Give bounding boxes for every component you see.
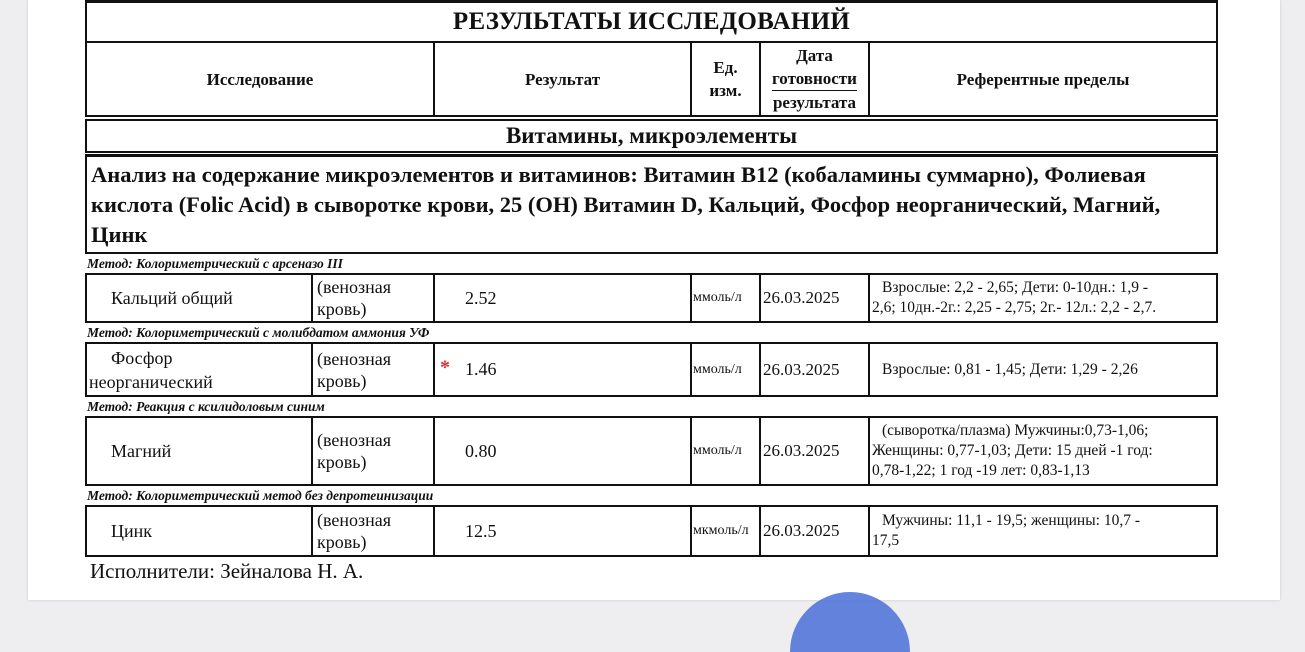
results-table: [85, 0, 1218, 43]
reference-line: 2,6; 10дн.-2г.: 2,25 - 2,75; 2г.- 12л.: 2,2 - 2,7.: [872, 299, 1157, 316]
method-label: Метод: Реакция с ксилидоловым синим: [87, 399, 325, 414]
document-title: РЕЗУЛЬТАТЫ ИССЛЕДОВАНИЙ: [87, 2, 1216, 41]
reference-line: Женщины: 0,77-1,03; Дети: 15 дней -1 год:: [872, 442, 1153, 459]
table-row: [85, 416, 1218, 486]
test-result-value: 0.80: [465, 440, 497, 461]
reference-line: 17,5: [872, 532, 900, 549]
test-name: [87, 344, 313, 395]
test-material: (венозная кровь): [313, 507, 435, 555]
test-name-line: Кальций общий: [111, 288, 233, 308]
stamp-fragment: [790, 592, 910, 652]
test-date: 26.03.2025: [761, 507, 870, 555]
method-label: Метод: Колориметрический с арсеназо III: [87, 256, 343, 271]
test-list: [85, 254, 1218, 557]
reference-line: Взрослые: 0,81 - 1,45; Дети: 1,29 - 2,26: [882, 360, 1138, 378]
reference-line: (сыворотка/плазма) Мужчины:0,73-1,06;: [882, 422, 1149, 439]
method-label: Метод: Колориметрический с молибдатом аммония УФ: [87, 325, 430, 340]
test-material: (венозная кровь): [313, 344, 435, 395]
method-label: Метод: Колориметрический метод без депротеинизации: [87, 488, 434, 503]
test-result: [435, 507, 692, 555]
test-unit: мкмоль/л: [692, 507, 761, 555]
test-reference: [870, 418, 1216, 484]
reference-line: 0,78-1,22; 1 год -19 лет: 0,83-1,13: [872, 462, 1090, 479]
test-name-line: неорганический: [89, 371, 213, 392]
test-result-value: 12.5: [465, 520, 497, 541]
test-material: (венозная кровь): [313, 418, 435, 484]
header-study: Исследование: [87, 43, 435, 115]
test-name-line: Магний: [111, 441, 172, 461]
reference-line: Взрослые: 2,2 - 2,65; Дети: 0-10дн.: 1,9 -: [882, 279, 1148, 296]
performers: Исполнители: Зейналова Н. А.: [90, 559, 364, 583]
test-unit: ммоль/л: [692, 275, 761, 321]
test-date: 26.03.2025: [761, 344, 870, 395]
test-reference: [870, 344, 1216, 395]
test-date: 26.03.2025: [761, 275, 870, 321]
test-name: [87, 507, 313, 555]
test-result: [435, 418, 692, 484]
test-unit: ммоль/л: [692, 418, 761, 484]
test-name: [87, 418, 313, 484]
test-name: [87, 275, 313, 321]
header-date-line: Дата: [796, 46, 833, 65]
header-date-line: результата: [772, 90, 857, 114]
header-unit-line: Ед.: [713, 58, 738, 77]
table-row: [85, 342, 1218, 397]
analysis-description: Анализ на содержание микроэлементов и витаминов: Витамин B12 (кобаламины суммарно), Фолиевая кислота (Folic Acid) в сыворотке крови, 25 (OH) Витамин D, Кальций, Фосфор неорганический, Магний, Цинк: [85, 154, 1218, 254]
test-result: [435, 275, 692, 321]
table-row: [85, 273, 1218, 323]
test-result-value: 1.46: [465, 359, 497, 379]
header-result: Результат: [435, 43, 692, 115]
abnormal-flag-icon: *: [440, 356, 450, 379]
table-row: [85, 505, 1218, 557]
test-name-line: Цинк: [111, 521, 153, 541]
test-result-value: 2.52: [465, 287, 497, 308]
header-unit: [692, 43, 761, 115]
results-document: [85, 0, 1218, 584]
reference-line: Мужчины: 11,1 - 19,5; женщины: 10,7 -: [882, 512, 1140, 529]
table-header: [85, 43, 1218, 117]
test-name-line: Фосфор: [111, 347, 173, 368]
header-date-line: готовности: [772, 69, 857, 88]
test-unit: ммоль/л: [692, 344, 761, 395]
section-title: Витамины, микроэлементы: [85, 119, 1218, 153]
test-material: (венозная кровь): [313, 275, 435, 321]
test-reference: [870, 507, 1216, 555]
test-reference: [870, 275, 1216, 321]
test-result: [435, 344, 692, 395]
test-date: 26.03.2025: [761, 418, 870, 484]
header-date: [761, 43, 870, 115]
header-reference: Референтные пределы: [956, 69, 1130, 89]
header-unit-line: изм.: [709, 81, 742, 100]
